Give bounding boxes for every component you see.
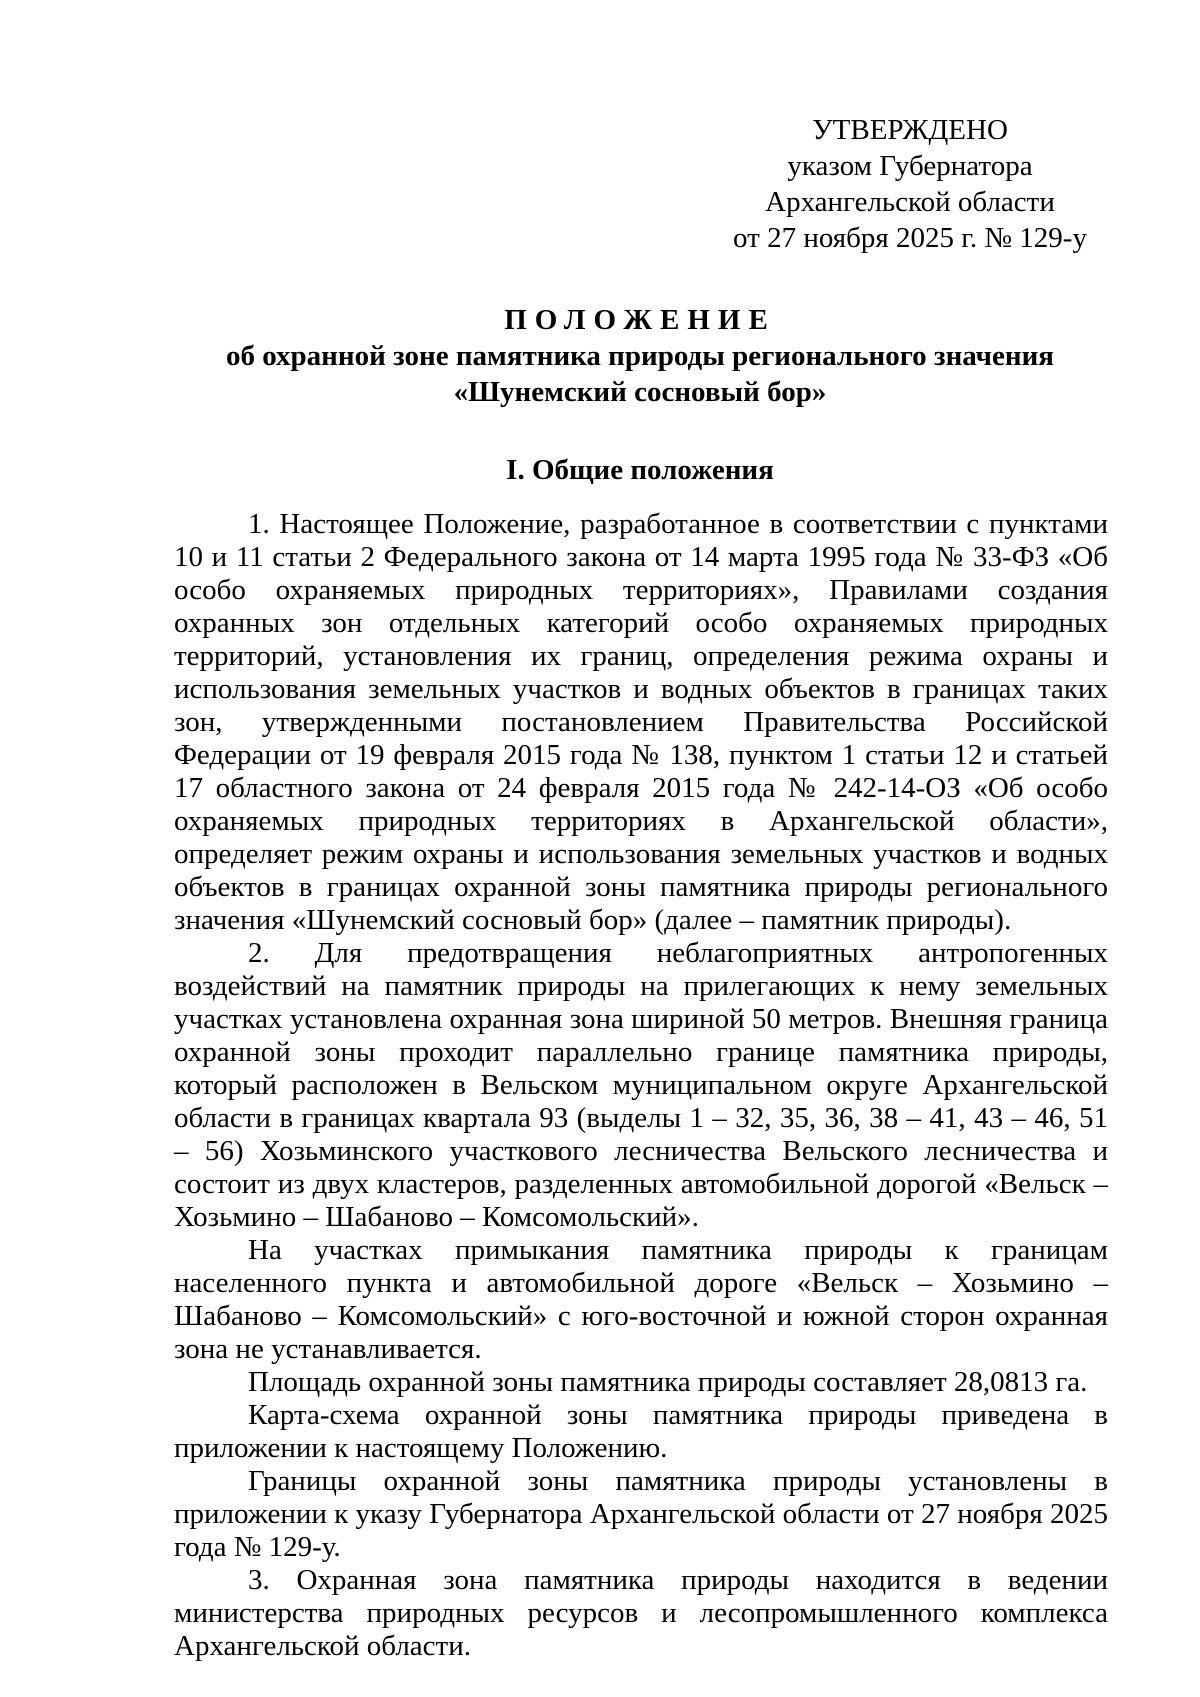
document-body [174,508,1108,1663]
approval-region: Архангельской области [765,186,1055,218]
paragraph: 3. Охранная зона памятника природы находится в ведении министерства природных ресурсов и лесопромышленного комплекса Архангельской области. [174,1564,1108,1662]
paragraph: Карта-схема охранной зоны памятника природы приведена в приложении к настоящему Положению. [174,1399,1108,1464]
section-heading: I. Общие положения [506,454,774,486]
approval-authority: указом Губернатора [787,150,1033,182]
paragraph: Площадь охранной зоны памятника природы составляет 28,0813 га. [248,1366,1088,1398]
document-type-word: ПОЛОЖЕНИЕ [504,304,776,336]
paragraph: На участках примыкания памятника природы к границам населенного пункта и автомобильной дороге «Вельск – Хозьмино – Шабаново – Комсомольский» с юго-восточной и южной сторон охранная зона не устанавливается. [174,1234,1108,1365]
approval-stamp [700,112,1120,256]
paragraph: 1. Настоящее Положение, разработанное в соответствии с пунктами 10 и 11 статьи 2 Федерального закона от 14 марта 1995 года № 33-ФЗ «Об особо охраняемых природных территориях», Правилами создания охранных зон отдельных категорий особо охраняемых природных территорий, установления их границ, определения режима охраны и использования земельных участков и водных объектов в границах таких зон, утвержденными постановлением Правительства Российской Федерации от 19 февраля 2015 года № 138, пунктом 1 статьи 12 и статьей 17 областного закона от 24 февраля 2015 года № 242-14-ОЗ «Об особо охраняемых природных территориях в Архангельской области», определяет режим охраны и использования земельных участков и водных объектов в границах охранной зоны памятника природы регионального значения «Шунемский сосновый бор» (далее – памятник природы). [174,508,1108,936]
approval-date-number: от 27 ноября 2025 г. № 129-у [733,222,1087,254]
paragraph: Границы охранной зоны памятника природы установлены в приложении к указу Губернатора Архангельской области от 27 ноября 2025 года № 129-у. [174,1465,1108,1563]
paragraph: 2. Для предотвращения неблагоприятных антропогенных воздействий на памятник природы на прилегающих к нему земельных участках установлена охранная зона шириной 50 метров. Внешняя граница охранной зоны проходит параллельно границе памятника природы, который расположен в Вельском муниципальном округе Архангельской области в границах квартала 93 (выделы 1 – 32, 35, 36, 38 – 41, 43 – 46, 51 – 56) Хозьминского участкового лесничества Вельского лесничества и состоит из двух кластеров, разделенных автомобильной дорогой «Вельск – Хозьмино – Шабаново – Комсомольский». [174,937,1108,1233]
approval-title: УТВЕРЖДЕНО [812,114,1008,146]
document-subject: об охранной зоне памятника природы регионального значения [226,340,1054,372]
document-title [170,302,1110,410]
document-object-name: «Шунемский сосновый бор» [453,376,827,408]
